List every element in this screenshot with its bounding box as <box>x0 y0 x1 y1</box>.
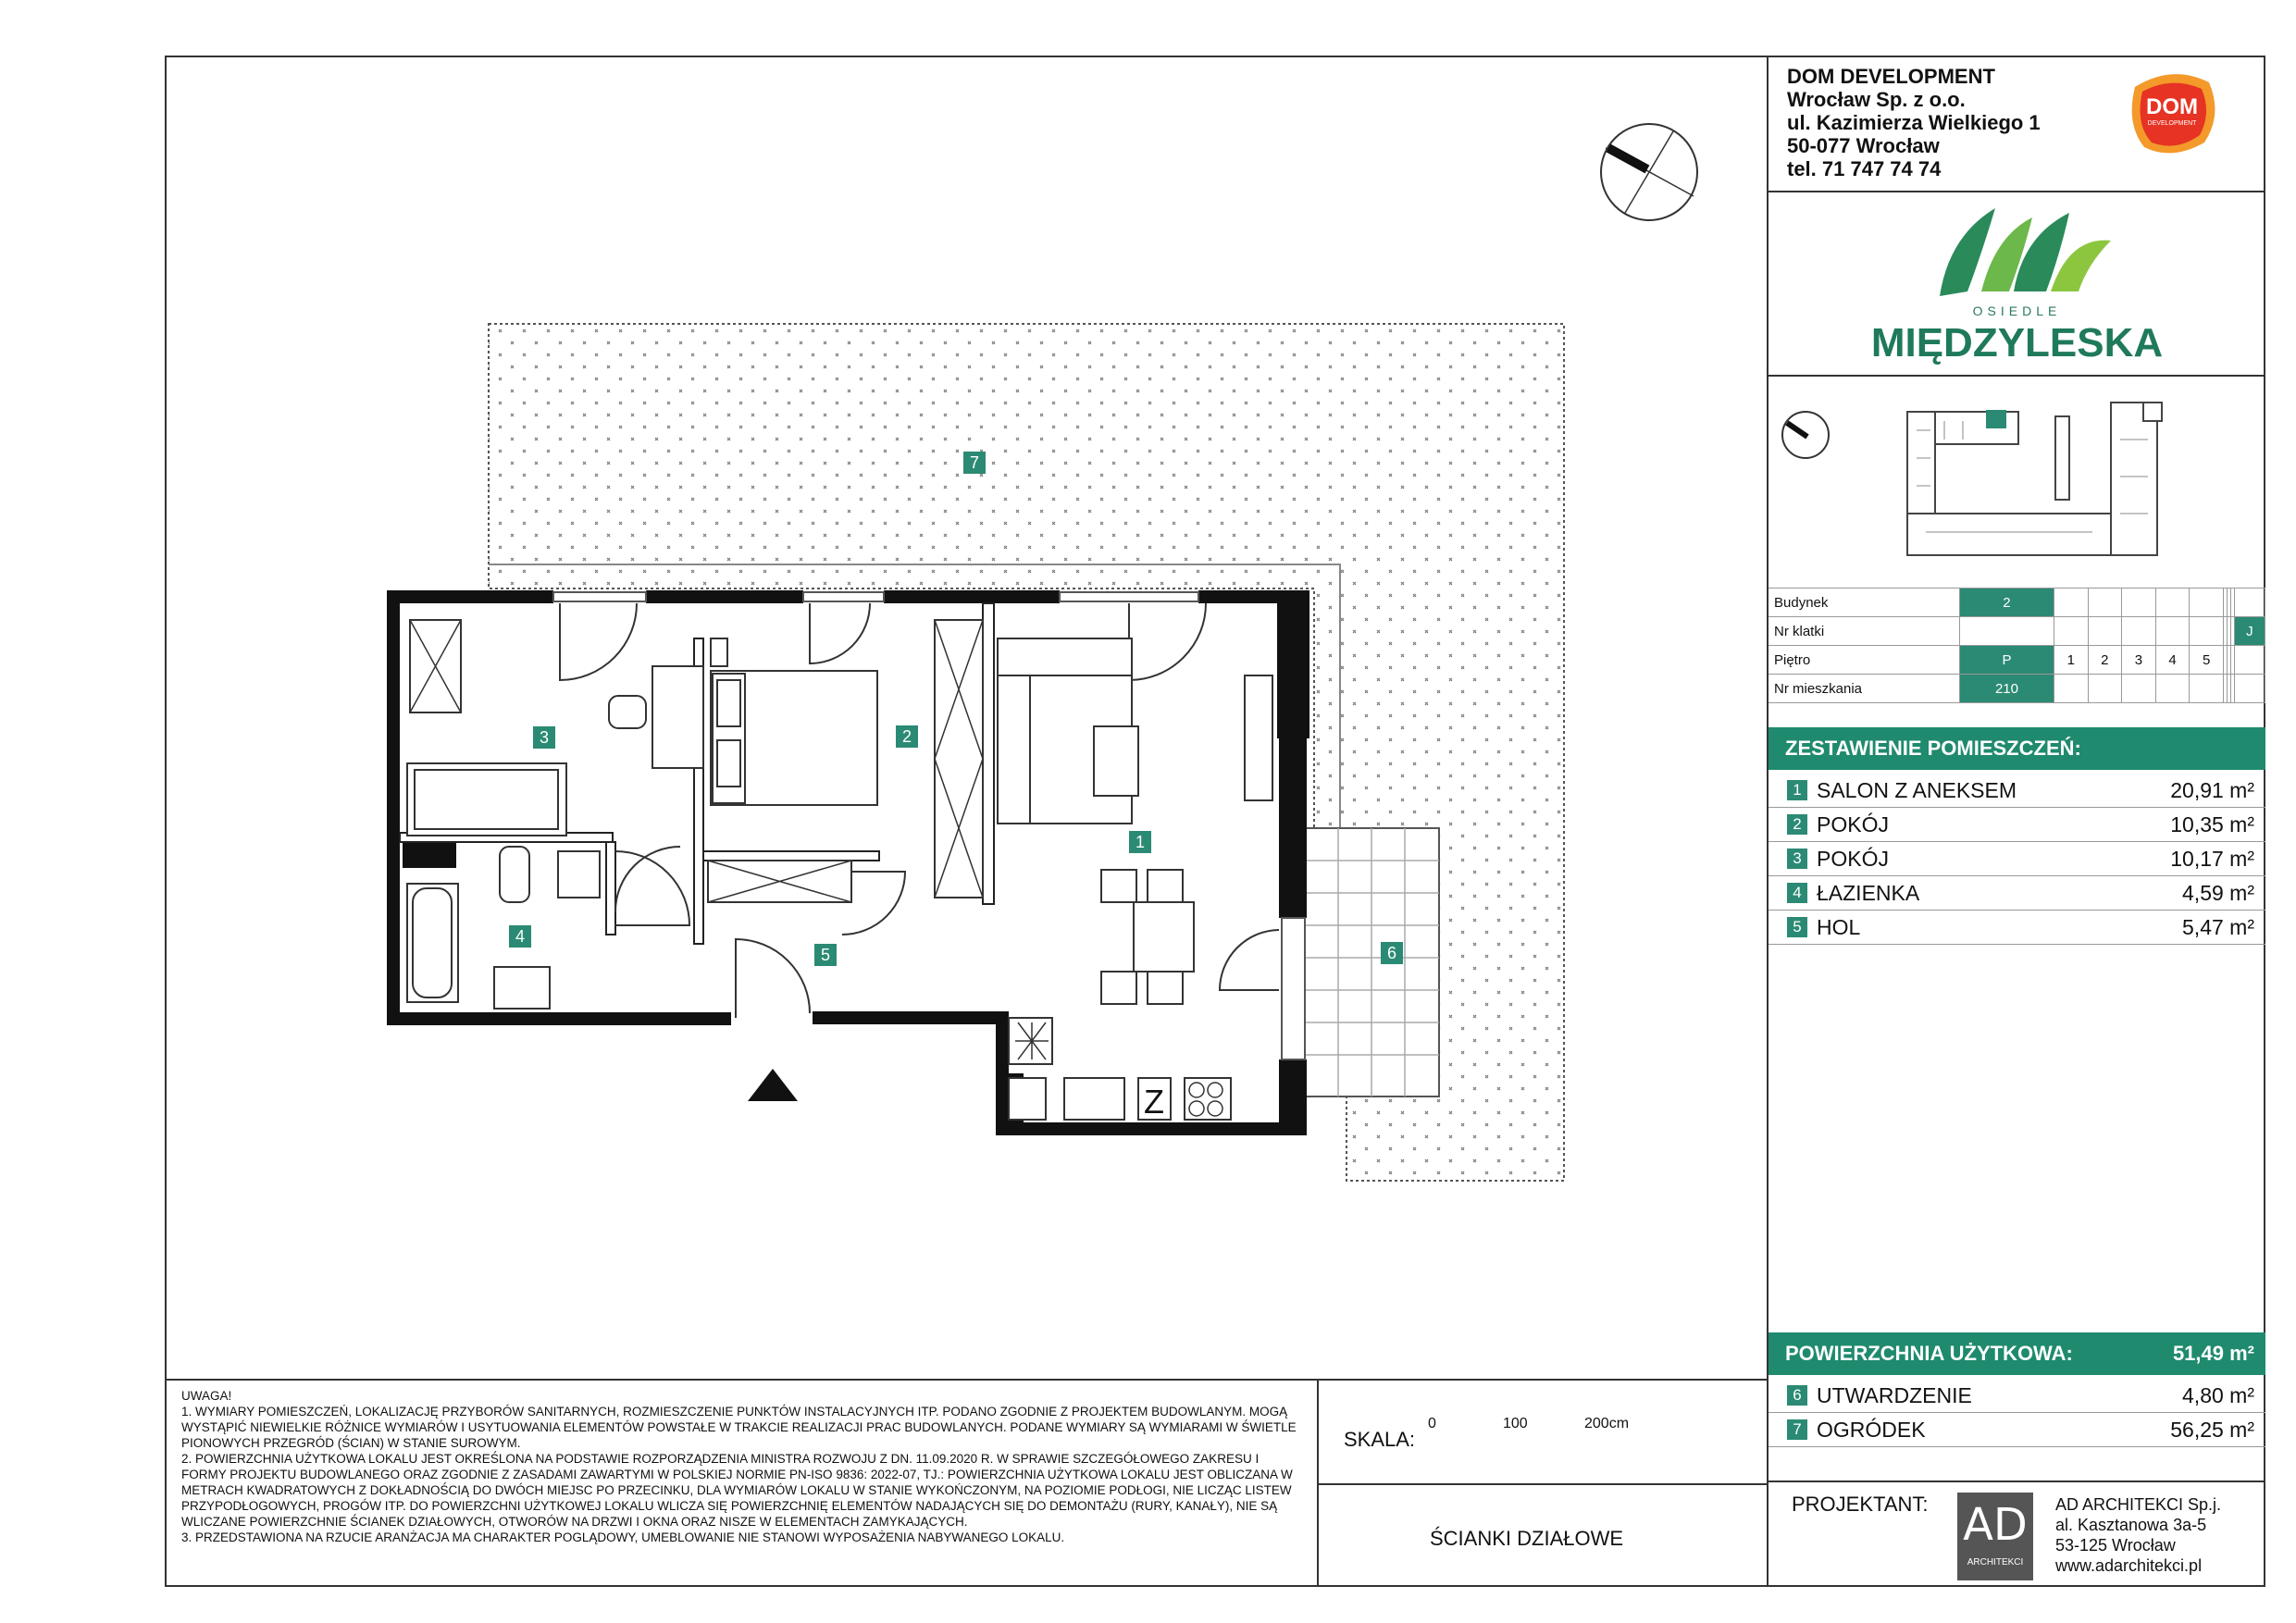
room-number: 2 <box>1787 814 1807 835</box>
company-phone: tel. 71 747 74 74 <box>1787 157 1942 180</box>
extra-row <box>1769 1379 2265 1413</box>
windows <box>553 592 1305 1059</box>
budynek-label: Budynek <box>1769 588 1960 617</box>
extra-row <box>1769 1413 2265 1447</box>
designer-web: www.adarchitekci.pl <box>2055 1556 2203 1575</box>
company-city: 50-077 Wrocław <box>1787 134 1940 157</box>
site-plan-thumbnail <box>1778 384 2259 583</box>
usable-area-value: 51,49 m² <box>2172 1342 2254 1365</box>
room-tag-5: 5 <box>814 944 837 966</box>
apartment-info-table <box>1769 588 2265 703</box>
designer-city: 53-125 Wrocław <box>2055 1536 2176 1555</box>
room-tag-4: 4 <box>509 925 531 948</box>
room-area: 10,17 m² <box>2170 846 2254 871</box>
sep-1 <box>1769 191 2265 192</box>
sep-3 <box>1769 1481 2265 1482</box>
scale-tick-100: 100 <box>1503 1416 1528 1431</box>
company-info <box>1787 65 2041 180</box>
room-name: SALON Z ANEKSEM <box>1817 777 2017 802</box>
room-area: 10,35 m² <box>2170 812 2254 836</box>
legend-walls-label: ŚCIANKI DZIAŁOWE <box>1430 1527 1624 1550</box>
ad-logo-sub: ARCHITEKCI <box>1967 1557 2024 1567</box>
note-3: 3. PRZEDSTAWIONA NA RZUCIE ARANŻACJA MA CHARAKTER POGLĄDOWY, UMEBLOWANIE NIE STANOWI WYPOSAŻENIA NABYWANEGO LOKALU. <box>181 1530 1065 1544</box>
room-number: 3 <box>1787 849 1807 869</box>
pietro-level-5: 5 <box>2190 646 2224 675</box>
room-number: 4 <box>1787 883 1807 903</box>
notes-title: UWAGA! <box>181 1389 232 1403</box>
room-row <box>1769 774 2265 808</box>
room-name: POKÓJ <box>1817 812 1889 836</box>
room-name: ŁAZIENKA <box>1817 880 1920 905</box>
mieszkanie-value: 210 <box>1960 675 2054 703</box>
legend-divider <box>1317 1483 1767 1485</box>
estate-leaf-logo <box>1930 199 2116 301</box>
room-number: 5 <box>1787 917 1807 937</box>
notes-divider <box>165 1379 1767 1381</box>
extra-number: 6 <box>1787 1385 1807 1406</box>
mieszkanie-label: Nr mieszkania <box>1769 675 1960 703</box>
sep-2 <box>1769 375 2265 377</box>
budynek-value: 2 <box>1960 588 2054 617</box>
note-2: 2. POWIERZCHNIA UŻYTKOWA LOKALU JEST OKREŚLONA NA PODSTAWIE ROZPORZĄDZENIA MINISTRA ROZWOJU Z DN. 11.09.2020 R. W SPRAWIE SZCZEGÓŁOWEGO ZAKRESU I FORMY PROJEKTU BUDOWLANEGO ORAZ ZGODNIE Z ZASADAMI ZAWARTYMI W POLSKIEJ NORMIE PN-ISO 9836: 2022-07, TJ.: POWIERZCHNIA UŻYTKOWA LOKALU JEST OBLICZANA W METRACH KWADRATOWYCH Z DOKŁADNOŚCIĄ DO DWÓCH MIEJSC PO PRZECINKU, DLA WYMIARÓW LOKALU W STANIE WYKOŃCZONYM, NA POZIOMIE PODŁOGI, NIE LICZĄC LISTEW PRZYPODŁOGOWYCH, PROGÓW ITP. DO POWIERZCHNI UŻYTKOWEJ LOKALU WLICZA SIĘ POWIERZCHNIĘ ELEMENTÓW NADAJĄCYCH SIĘ DO DEMONTAŻU (RURY, KANAŁY), NIE SĄ WLICZANE POWIERZCHNIE ŚCIANEK DZIAŁOWYCH, OTWORÓW NA DRZWI I OKNA ORAZ NISZE W ELEMENTACH ZAMYKAJĄCYCH. <box>181 1452 1293 1529</box>
designer-street: al. Kasztanowa 3a-5 <box>2055 1516 2207 1534</box>
pietro-level-1: 1 <box>2054 646 2088 675</box>
room-tag-7: 7 <box>963 452 986 474</box>
room-row <box>1769 842 2265 876</box>
designer-name: AD ARCHITEKCI Sp.j. <box>2055 1495 2222 1514</box>
room-name: POKÓJ <box>1817 846 1889 871</box>
room-tag-1: 1 <box>1129 831 1151 853</box>
estate-small-label: OSIEDLE <box>1972 304 2062 318</box>
room-name: HOL <box>1817 914 1861 939</box>
estate-name: MIĘDZYLESKA <box>1870 320 2164 365</box>
room-tag-2: 2 <box>896 725 918 748</box>
usable-area-label: POWIERZCHNIA UŻYTKOWA: <box>1785 1342 2073 1365</box>
klatka-value: J <box>2234 617 2265 646</box>
room-area: 4,59 m² <box>2182 880 2254 905</box>
room-tag-6: 6 <box>1381 942 1403 964</box>
designer-label: PROJEKTANT: <box>1792 1493 1929 1516</box>
info-panel <box>1767 56 2265 1587</box>
company-name: DOM DEVELOPMENT <box>1787 65 1995 88</box>
room-tag-3: 3 <box>533 726 555 749</box>
room-row <box>1769 808 2265 842</box>
designer-info <box>2055 1494 2221 1576</box>
klatka-label: Nr klatki <box>1769 617 1960 646</box>
scale-tick-200: 200cm <box>1584 1416 1630 1431</box>
room-row <box>1769 876 2265 911</box>
pietro-label: Piętro <box>1769 646 1960 675</box>
pietro-level-4: 4 <box>2155 646 2190 675</box>
extra-area: 56,25 m² <box>2170 1417 2254 1442</box>
pietro-level-2: 2 <box>2088 646 2122 675</box>
scale-tick-0: 0 <box>1428 1416 1436 1431</box>
notes-block <box>181 1388 1301 1545</box>
room-row <box>1769 911 2265 945</box>
entrance-arrow <box>748 1069 798 1101</box>
extra-name: OGRÓDEK <box>1817 1417 1926 1442</box>
note-1: 1. WYMIARY POMIESZCZEŃ, LOKALIZACJĘ PRZYBORÓW SANITARNYCH, ROZMIESZCZENIE PUNKTÓW INSTALACYJNYCH ITP. PODANO ZGODNIE Z PROJEKTEM BUDOWLANYM. MOGĄ WYSTĄPIĆ NIEWIELKIE RÓŻNICE WYMIARÓW I USYTUOWANIA ELEMENTÓW POWSTAŁE W TRAKCIE REALIZACJI PRAC BUDOWLANYCH. PODANE WYMIARY SĄ WYMIARAMI W ŚWIETLE PIONOWYCH PRZEGRÓD (ŚCIAN) W STANIE SUROWYM. <box>181 1405 1297 1450</box>
company-address: ul. Kazimierza Wielkiego 1 <box>1787 111 2041 134</box>
scale-label: SKALA: <box>1344 1428 1416 1451</box>
extra-name: UTWARDZENIE <box>1817 1382 1972 1407</box>
room-area: 5,47 m² <box>2182 914 2254 939</box>
dom-logo-sub: DEVELOPMENT <box>2147 120 2197 127</box>
ad-logo-letters: AD <box>1963 1499 2028 1551</box>
room-number: 1 <box>1787 780 1807 800</box>
kitchen-fridge-mark: Z <box>1144 1083 1164 1121</box>
company-line2: Wrocław Sp. z o.o. <box>1787 88 1966 111</box>
usable-area-row <box>1769 1332 2265 1375</box>
ad-architekci-logo <box>1957 1493 2033 1580</box>
dom-logo-text: DOM <box>2146 94 2198 119</box>
room-area: 20,91 m² <box>2170 777 2254 802</box>
terrace-paving <box>1305 828 1439 1096</box>
north-arrow <box>1601 124 1697 220</box>
extra-number: 7 <box>1787 1419 1807 1440</box>
extra-area: 4,80 m² <box>2182 1382 2254 1407</box>
dom-development-logo <box>2116 68 2228 161</box>
pietro-level-3: 3 <box>2122 646 2156 675</box>
rooms-title: ZESTAWIENIE POMIESZCZEŃ: <box>1769 727 2265 770</box>
pietro-level-p: P <box>1960 646 2054 675</box>
